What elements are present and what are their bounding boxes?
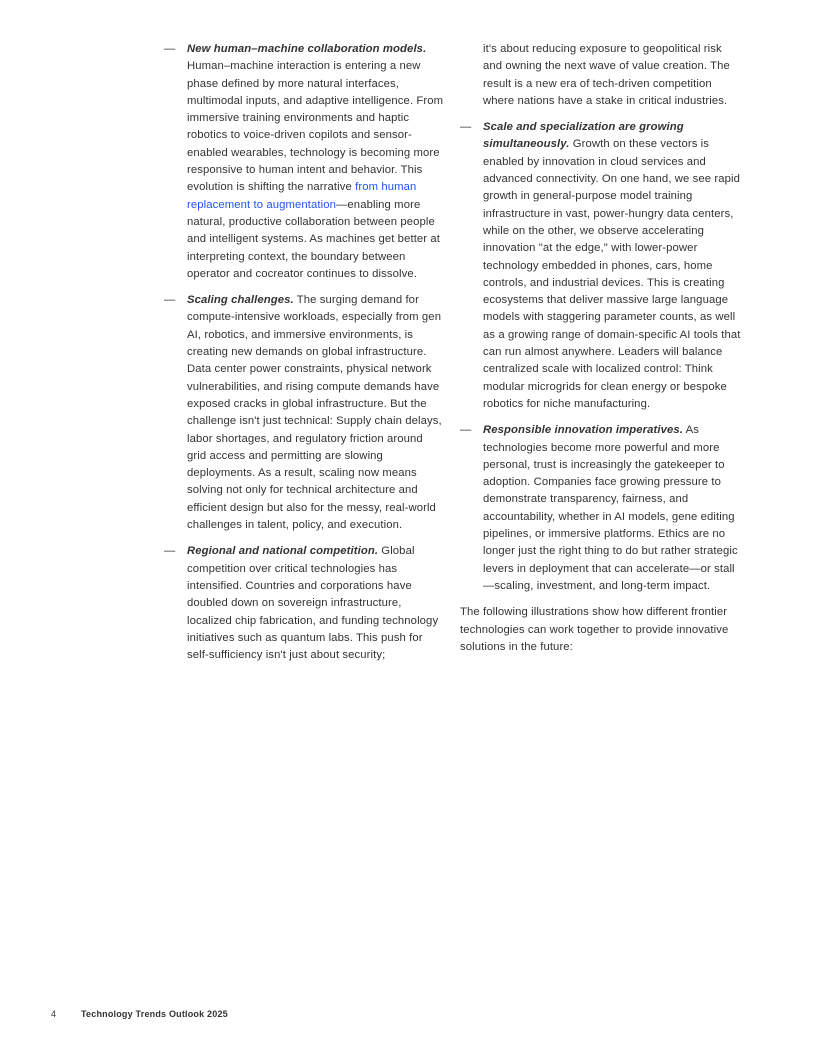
- content-columns: [164, 41, 741, 673]
- bullet-body: —enabling more natural, productive collaboration between people and intelligent systems. As machines get better at interpreting context, the boundary between operator and cocreator continues to dissolve.: [187, 198, 441, 280]
- bullet-text: [187, 41, 445, 283]
- bullet-text: [187, 292, 445, 534]
- bullet-lead: Regional and national competition.: [187, 545, 379, 558]
- right-column: [460, 41, 741, 673]
- bullet-dash-icon: —: [460, 424, 472, 437]
- bullet-body: Growth on these vectors is enabled by innovation in cloud services and advanced connectivity. On one hand, we see rapid growth in general-purpose model training infrastructure in vast, power-hungry data centers, while on the other, we observe accelerating innovation "at the edge," with lower-power technology embedded in phones, cars, home controls, and industrial devices. This is creating ecosystems that deliver massive large language models with staggering parameter counts, as well as a growing range of domain-specific AI tools that can run almost anywhere. Leaders will balance centralized scale with localized control: Think modular microgrids for clean energy or bespoke robotics for niche manufacturing.: [483, 138, 741, 410]
- bullet-body: As technologies become more powerful and more personal, trust is increasingly the gatekeeper to adoption. Companies face growing pressure to demonstrate transparency, fairness, and accountability, whether in AI models, gene editing pipelines, or immersive platforms. Ethics are no longer just the right thing to do but rather strategic levers in deployment that can accelerate—or stall—scaling, investment, and long-term impact.: [483, 424, 738, 592]
- bullet-item: [460, 119, 741, 413]
- bullet-dash-icon: —: [460, 121, 472, 134]
- bullet-body: The surging demand for compute-intensive workloads, especially from gen AI, robotics, and immersive environments, is creating new demands on global infrastructure. Data center power constraints, physical network vulnerabilities, and rising compute demands have exposed cracks in global infrastructure. But the challenge isn't just technical: Supply chain delays, labor shortages, and regulatory friction around grid access and permitting are slowing deployments. As a result, scaling now means solving not only for technical architecture and efficient design but also for the messy, real-world challenges in talent, policy, and execution.: [187, 294, 442, 532]
- bullet-dash-icon: —: [164, 294, 176, 307]
- bullet-dash-icon: —: [164, 545, 176, 558]
- page-footer: [51, 1008, 228, 1020]
- bullet-lead: New human–machine collaboration models.: [187, 43, 427, 55]
- bullet-text: [483, 422, 741, 595]
- continuation-paragraph: it's about reducing exposure to geopolitical risk and owning the next wave of value creation. The result is a new era of tech-driven competition where nations have a stake in critical industries.: [483, 43, 730, 107]
- bullet-item: [164, 292, 445, 534]
- bullet-text: [187, 543, 445, 664]
- bullet-lead: Scaling challenges.: [187, 294, 294, 307]
- bullet-lead: Responsible innovation imperatives.: [483, 424, 683, 437]
- bullet-body: Global competition over critical technologies has intensified. Countries and corporations have doubled down on sovereign infrastructure, localized chip fabrication, and funding technology initiatives such as quantum labs. This push for self-sufficiency isn't just about security;: [187, 545, 439, 662]
- bullet-item: [164, 543, 445, 664]
- augmentation-link[interactable]: from human replacement to augmentation: [187, 181, 417, 211]
- bullet-text: [483, 119, 741, 413]
- footer-title: Technology Trends Outlook 2025: [81, 1009, 228, 1019]
- bullet-item: [460, 422, 741, 595]
- left-column: [164, 41, 445, 673]
- closing-paragraph: The following illustrations show how different frontier technologies can work together to provide innovative solutions in the future:: [460, 606, 729, 653]
- bullet-lead: Scale and specialization are growing simultaneously.: [483, 121, 684, 151]
- bullet-dash-icon: —: [164, 43, 176, 55]
- bullet-body: Human–machine interaction is entering a new phase defined by more natural interfaces, multimodal inputs, and adaptive intelligence. From immersive training environments and haptic robotics to voice-driven copilots and sensor-enabled wearables, technology is becoming more responsive to human intent and behavior. This evolution is shifting the narrative: [187, 60, 444, 194]
- bullet-item: [164, 41, 445, 283]
- page-number: 4: [51, 1009, 57, 1019]
